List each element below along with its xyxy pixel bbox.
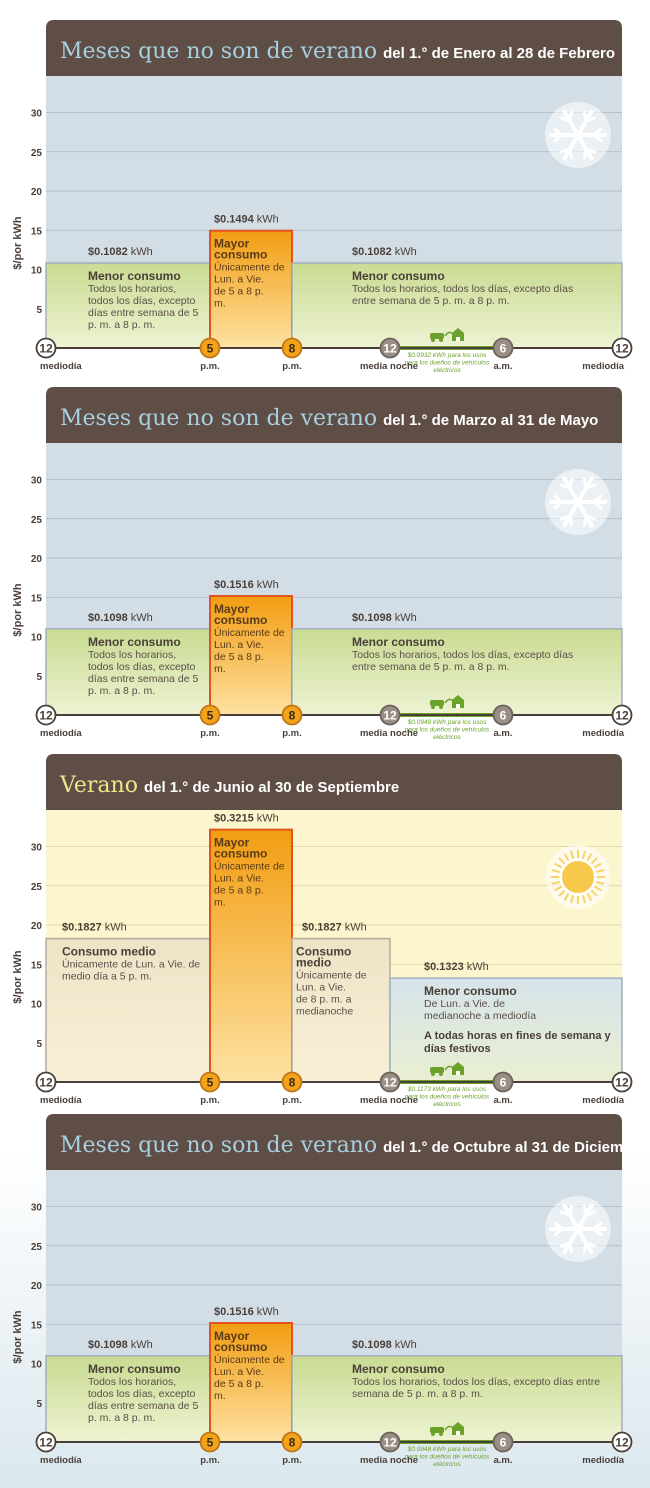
y-tick-label: 10 xyxy=(30,632,42,644)
period-description-weekend: A todas horas en fines de semana y días festivos xyxy=(424,1030,611,1056)
snowflake-icon xyxy=(545,102,611,168)
y-tick-label: 15 xyxy=(30,1320,42,1332)
time-marker-label: a.m. xyxy=(493,728,513,739)
y-axis-label: $/por kWh xyxy=(12,1310,24,1364)
y-tick-label: 15 xyxy=(30,593,42,605)
time-marker-number: 12 xyxy=(39,1075,53,1090)
time-marker-label: mediodía xyxy=(582,728,624,739)
period-description: Únicamente de Lun. a Vie. de 5 a 8 p. m. xyxy=(214,626,285,675)
period-name: Menor consumo xyxy=(424,984,517,999)
time-marker-number: 5 xyxy=(206,1435,214,1450)
y-tick-label: 5 xyxy=(36,1398,42,1410)
time-marker-number: 12 xyxy=(383,341,397,356)
period-description: Todos los horarios, todos los días, excepto días entre semana de 5 p. m. a 8 p. m. xyxy=(352,283,574,308)
period-description: Únicamente de Lun. a Vie. de 5 a 8 p. m. xyxy=(214,261,285,310)
y-axis-label: $/por kWh xyxy=(12,950,24,1004)
time-marker-number: 12 xyxy=(39,341,53,356)
snowflake-icon xyxy=(545,1196,611,1262)
period-description: Todos los horarios, todos los días, excepto días entre semana de 5 p. m. a 8 p. m. xyxy=(88,283,199,332)
time-marker-label: mediodía xyxy=(582,361,624,372)
time-marker-label: a.m. xyxy=(493,1455,513,1466)
time-marker-number: 12 xyxy=(615,1435,629,1450)
y-tick-label: 25 xyxy=(30,147,42,159)
time-marker-number: 5 xyxy=(206,708,214,723)
y-tick-label: 10 xyxy=(30,999,42,1011)
time-marker-label: p.m. xyxy=(200,728,220,739)
y-tick-label: 30 xyxy=(30,108,42,120)
time-marker-label: p.m. xyxy=(200,1095,220,1106)
period-name: Mayor consumo xyxy=(214,835,268,861)
rate-value-label: $0.3215 kWh xyxy=(214,812,279,825)
time-marker-number: 12 xyxy=(39,708,53,723)
time-marker-label: a.m. xyxy=(493,361,513,372)
period-description: De Lun. a Vie. de medianoche a mediodía xyxy=(424,998,537,1023)
period-name: Menor consumo xyxy=(352,634,445,649)
rate-value-label: $0.1516 kWh xyxy=(214,578,279,591)
sun-icon xyxy=(546,845,610,909)
rate-value-label: $0.1827 kWh xyxy=(62,921,127,934)
y-tick-label: 10 xyxy=(30,265,42,277)
time-marker-label: mediodía xyxy=(40,728,82,739)
y-axis-label: $/por kWh xyxy=(12,216,24,270)
ev-rate-note: $0.1173 kWh para los usos para los dueños de vehículos eléctricos xyxy=(404,1086,490,1108)
rate-value-label: $0.1323 kWh xyxy=(424,961,489,974)
period-description: Todos los horarios, todos los días, excepto días entre semana de 5 p. m. a 8 p. m. xyxy=(88,1375,199,1424)
period-description: Únicamente de Lun. a Vie. de 8 p. m. a medianoche xyxy=(296,969,367,1018)
y-tick-label: 5 xyxy=(36,671,42,683)
y-tick-label: 30 xyxy=(30,1202,42,1214)
time-marker-number: 8 xyxy=(288,708,296,723)
snowflake-icon xyxy=(545,469,611,535)
time-marker-label: mediodía xyxy=(582,1455,624,1466)
y-tick-label: 5 xyxy=(36,1038,42,1050)
period-name: Menor consumo xyxy=(88,269,181,284)
rate-chart-1 xyxy=(0,20,650,380)
y-axis-label: $/por kWh xyxy=(12,583,24,637)
time-marker-number: 6 xyxy=(499,341,507,356)
period-description: Únicamente de Lun. a Vie. de 5 a 8 p. m. xyxy=(214,860,285,909)
y-tick-label: 30 xyxy=(30,475,42,487)
time-marker-number: 6 xyxy=(499,1075,507,1090)
period-name: Mayor consumo xyxy=(214,1328,268,1354)
y-tick-label: 30 xyxy=(30,842,42,854)
time-marker-number: 8 xyxy=(288,341,296,356)
time-marker-number: 12 xyxy=(615,708,629,723)
time-marker-label: media noche xyxy=(359,728,419,739)
y-tick-label: 20 xyxy=(30,1281,42,1292)
time-marker-label: p.m. xyxy=(282,1095,302,1106)
rate-chart-2 xyxy=(0,387,650,747)
time-marker-label: media noche xyxy=(359,361,419,372)
time-marker-number: 12 xyxy=(383,1075,397,1090)
period-description: Todos los horarios, todos los días, excepto días entre semana de 5 p. m. a 8 p. m. xyxy=(88,648,199,697)
time-marker-label: p.m. xyxy=(282,1455,302,1466)
ev-rate-note: $0.0948 kWh para los usos para los dueños de vehículos eléctricos xyxy=(404,719,490,741)
time-marker-label: media noche xyxy=(359,1455,419,1466)
time-marker-number: 12 xyxy=(383,708,397,723)
period-description: Todos los horarios, todos los días, excepto días entre semana de 5 p. m. a 8 p. m. xyxy=(352,1375,601,1400)
y-tick-label: 20 xyxy=(30,554,42,565)
rate-value-label: $0.1827 kWh xyxy=(302,921,367,934)
time-marker-number: 5 xyxy=(206,341,214,356)
time-marker-label: mediodía xyxy=(40,1095,82,1106)
y-tick-label: 25 xyxy=(30,514,42,526)
time-marker-label: a.m. xyxy=(493,1095,513,1106)
ev-rate-note: $0.0948 kWh para los usos para los dueños de vehículos eléctricos xyxy=(404,1446,490,1468)
period-name: Consumo medio xyxy=(296,944,352,970)
time-marker-label: mediodía xyxy=(40,1455,82,1466)
chart-title: Meses que no son de verano del 1.° de Marzo al 31 de Mayo xyxy=(60,406,599,431)
period-name: Menor consumo xyxy=(352,269,445,284)
rate-chart-3 xyxy=(0,754,650,1114)
time-marker-number: 12 xyxy=(615,1075,629,1090)
period-name: Mayor consumo xyxy=(214,601,268,627)
time-marker-number: 12 xyxy=(383,1435,397,1450)
period-name: Mayor consumo xyxy=(214,236,268,262)
time-marker-label: p.m. xyxy=(282,728,302,739)
rate-value-label: $0.1516 kWh xyxy=(214,1305,279,1318)
rate-value-label: $0.1494 kWh xyxy=(214,213,279,226)
rate-value-label: $0.1082 kWh xyxy=(88,246,153,259)
time-marker-label: p.m. xyxy=(200,1455,220,1466)
time-marker-number: 8 xyxy=(288,1075,296,1090)
period-description: Únicamente de Lun. a Vie. de 5 a 8 p. m. xyxy=(214,1353,285,1402)
rate-value-label: $0.1098 kWh xyxy=(352,1338,417,1351)
rate-chart-4 xyxy=(0,1114,650,1474)
time-marker-label: p.m. xyxy=(282,361,302,372)
chart-title: Verano del 1.° de Junio al 30 de Septiembre xyxy=(60,773,400,798)
rate-value-label: $0.1098 kWh xyxy=(88,1338,153,1351)
time-marker-number: 8 xyxy=(288,1435,296,1450)
y-tick-label: 15 xyxy=(30,226,42,238)
time-marker-number: 6 xyxy=(499,708,507,723)
chart-title: Meses que no son de verano del 1.° de Octubre al 31 de Diciembre xyxy=(60,1133,647,1158)
time-marker-label: mediodía xyxy=(582,1095,624,1106)
rate-value-label: $0.1098 kWh xyxy=(88,611,153,624)
y-tick-label: 25 xyxy=(30,1241,42,1253)
time-marker-number: 12 xyxy=(615,341,629,356)
period-description: Todos los horarios, todos los días, excepto días entre semana de 5 p. m. a 8 p. m. xyxy=(352,648,574,673)
period-name: Menor consumo xyxy=(88,1361,181,1376)
y-tick-label: 20 xyxy=(30,921,42,932)
y-tick-label: 5 xyxy=(36,304,42,316)
time-marker-number: 6 xyxy=(499,1435,507,1450)
period-description: Únicamente de Lun. a Vie. de medio día a 5 p. m. xyxy=(62,958,201,983)
time-marker-number: 5 xyxy=(206,1075,214,1090)
rate-value-label: $0.1098 kWh xyxy=(352,611,417,624)
ev-rate-note: $0.0932 kWh para los usos para los dueños de vehículos eléctricos xyxy=(404,352,490,374)
time-marker-label: mediodía xyxy=(40,361,82,372)
rate-value-label: $0.1082 kWh xyxy=(352,246,417,259)
y-tick-label: 15 xyxy=(30,960,42,972)
period-name: Menor consumo xyxy=(88,634,181,649)
time-marker-label: media noche xyxy=(359,1095,419,1106)
y-tick-label: 10 xyxy=(30,1359,42,1371)
period-name: Consumo medio xyxy=(62,944,157,959)
y-tick-label: 25 xyxy=(30,881,42,893)
period-name: Menor consumo xyxy=(352,1361,445,1376)
y-tick-label: 20 xyxy=(30,187,42,198)
time-marker-number: 12 xyxy=(39,1435,53,1450)
chart-title: Meses que no son de verano del 1.° de Enero al 28 de Febrero xyxy=(60,39,616,64)
time-marker-label: p.m. xyxy=(200,361,220,372)
